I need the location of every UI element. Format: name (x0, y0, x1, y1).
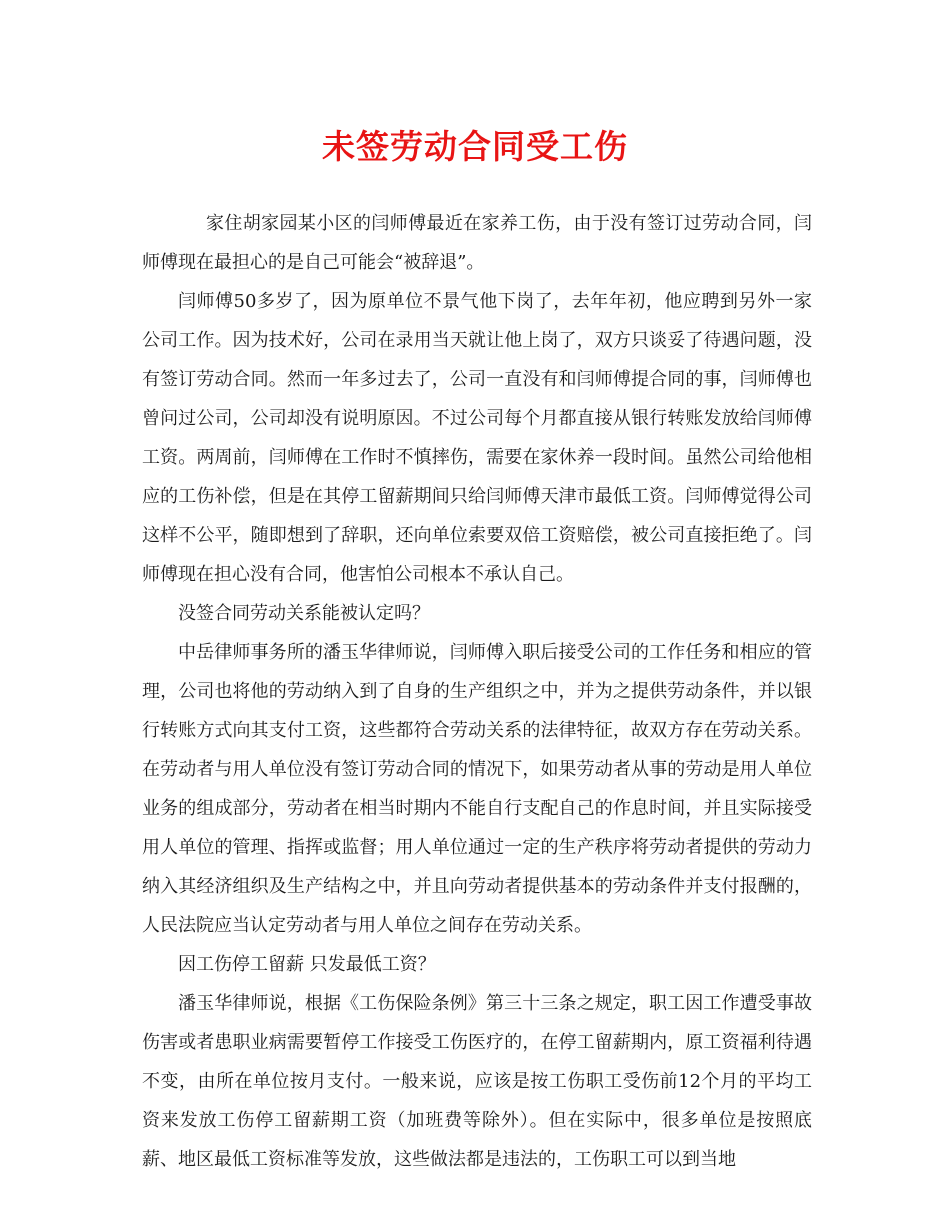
paragraph-intro: 家住胡家园某小区的闫师傅最近在家养工伤，由于没有签订过劳动合同，闫师傅现在最担心的是自己可能会“被辞退”。 (142, 213, 812, 273)
paragraph-background: 闫师傅50多岁了，因为原单位不景气他下岗了，去年年初，他应聘到另外一家公司工作。因为技术好，公司在录用当天就让他上岗了，双方只谈妥了待遇问题，没有签订劳动合同。然而一年多过去了，公司一直没有和闫师傅提合同的事，闫师傅也曾问过公司，公司却没有说明原因。不过公司每个月都直接从银行转账发放给闫师傅工资。两周前，闫师傅在工作时不慎摔伤，需要在家休养一段时间。虽然公司给他相应的工伤补偿，但是在其停工留薪期间只给闫师傅天津市最低工资。闫师傅觉得公司这样不公平，随即想到了辞职，还向单位索要双倍工资赔偿，被公司直接拒绝了。闫师傅现在担心没有合同，他害怕公司根本不承认自己。 (142, 291, 812, 585)
paragraph-regulation: 潘玉华律师说，根据《工伤保险条例》第三十三条之规定，职工因工作遭受事故伤害或者患职业病需要暂停工作接受工伤医疗的，在停工留薪期内，原工资福利待遇不变，由所在单位按月支付。一般来说，应该是按工伤职工受伤前12个月的平均工资来发放工伤停工留薪期工资（加班费等除外）。但在实际中，很多单位是按照底薪、地区最低工资标准等发放，这些做法都是违法的，工伤职工可以到当地 (142, 993, 812, 1170)
section-heading-minimum-wage: 因工伤停工留薪 只发最低工资？ (178, 954, 436, 975)
document-body (142, 204, 812, 1179)
section-heading-labor-relation: 没签合同劳动关系能被认定吗？ (178, 603, 430, 624)
document-title: 未签劳动合同受工伤 (322, 127, 628, 166)
paragraph-lawyer-opinion: 中岳律师事务所的潘玉华律师说，闫师傅入职后接受公司的工作任务和相应的管理，公司也将他的劳动纳入到了自身的生产组织之中，并为之提供劳动条件，并以银行转账方式向其支付工资，这些都符合劳动关系的法律特征，故双方存在劳动关系。在劳动者与用人单位没有签订劳动合同的情况下，如果劳动者从事的劳动是用人单位业务的组成部分，劳动者在相当时期内不能自行支配自己的作息时间，并且实际接受用人单位的管理、指挥或监督；用人单位通过一定的生产秩序将劳动者提供的劳动力纳入其经济组织及生产结构之中，并且向劳动者提供基本的劳动条件并支付报酬的，人民法院应当认定劳动者与用人单位之间存在劳动关系。 (142, 642, 812, 936)
